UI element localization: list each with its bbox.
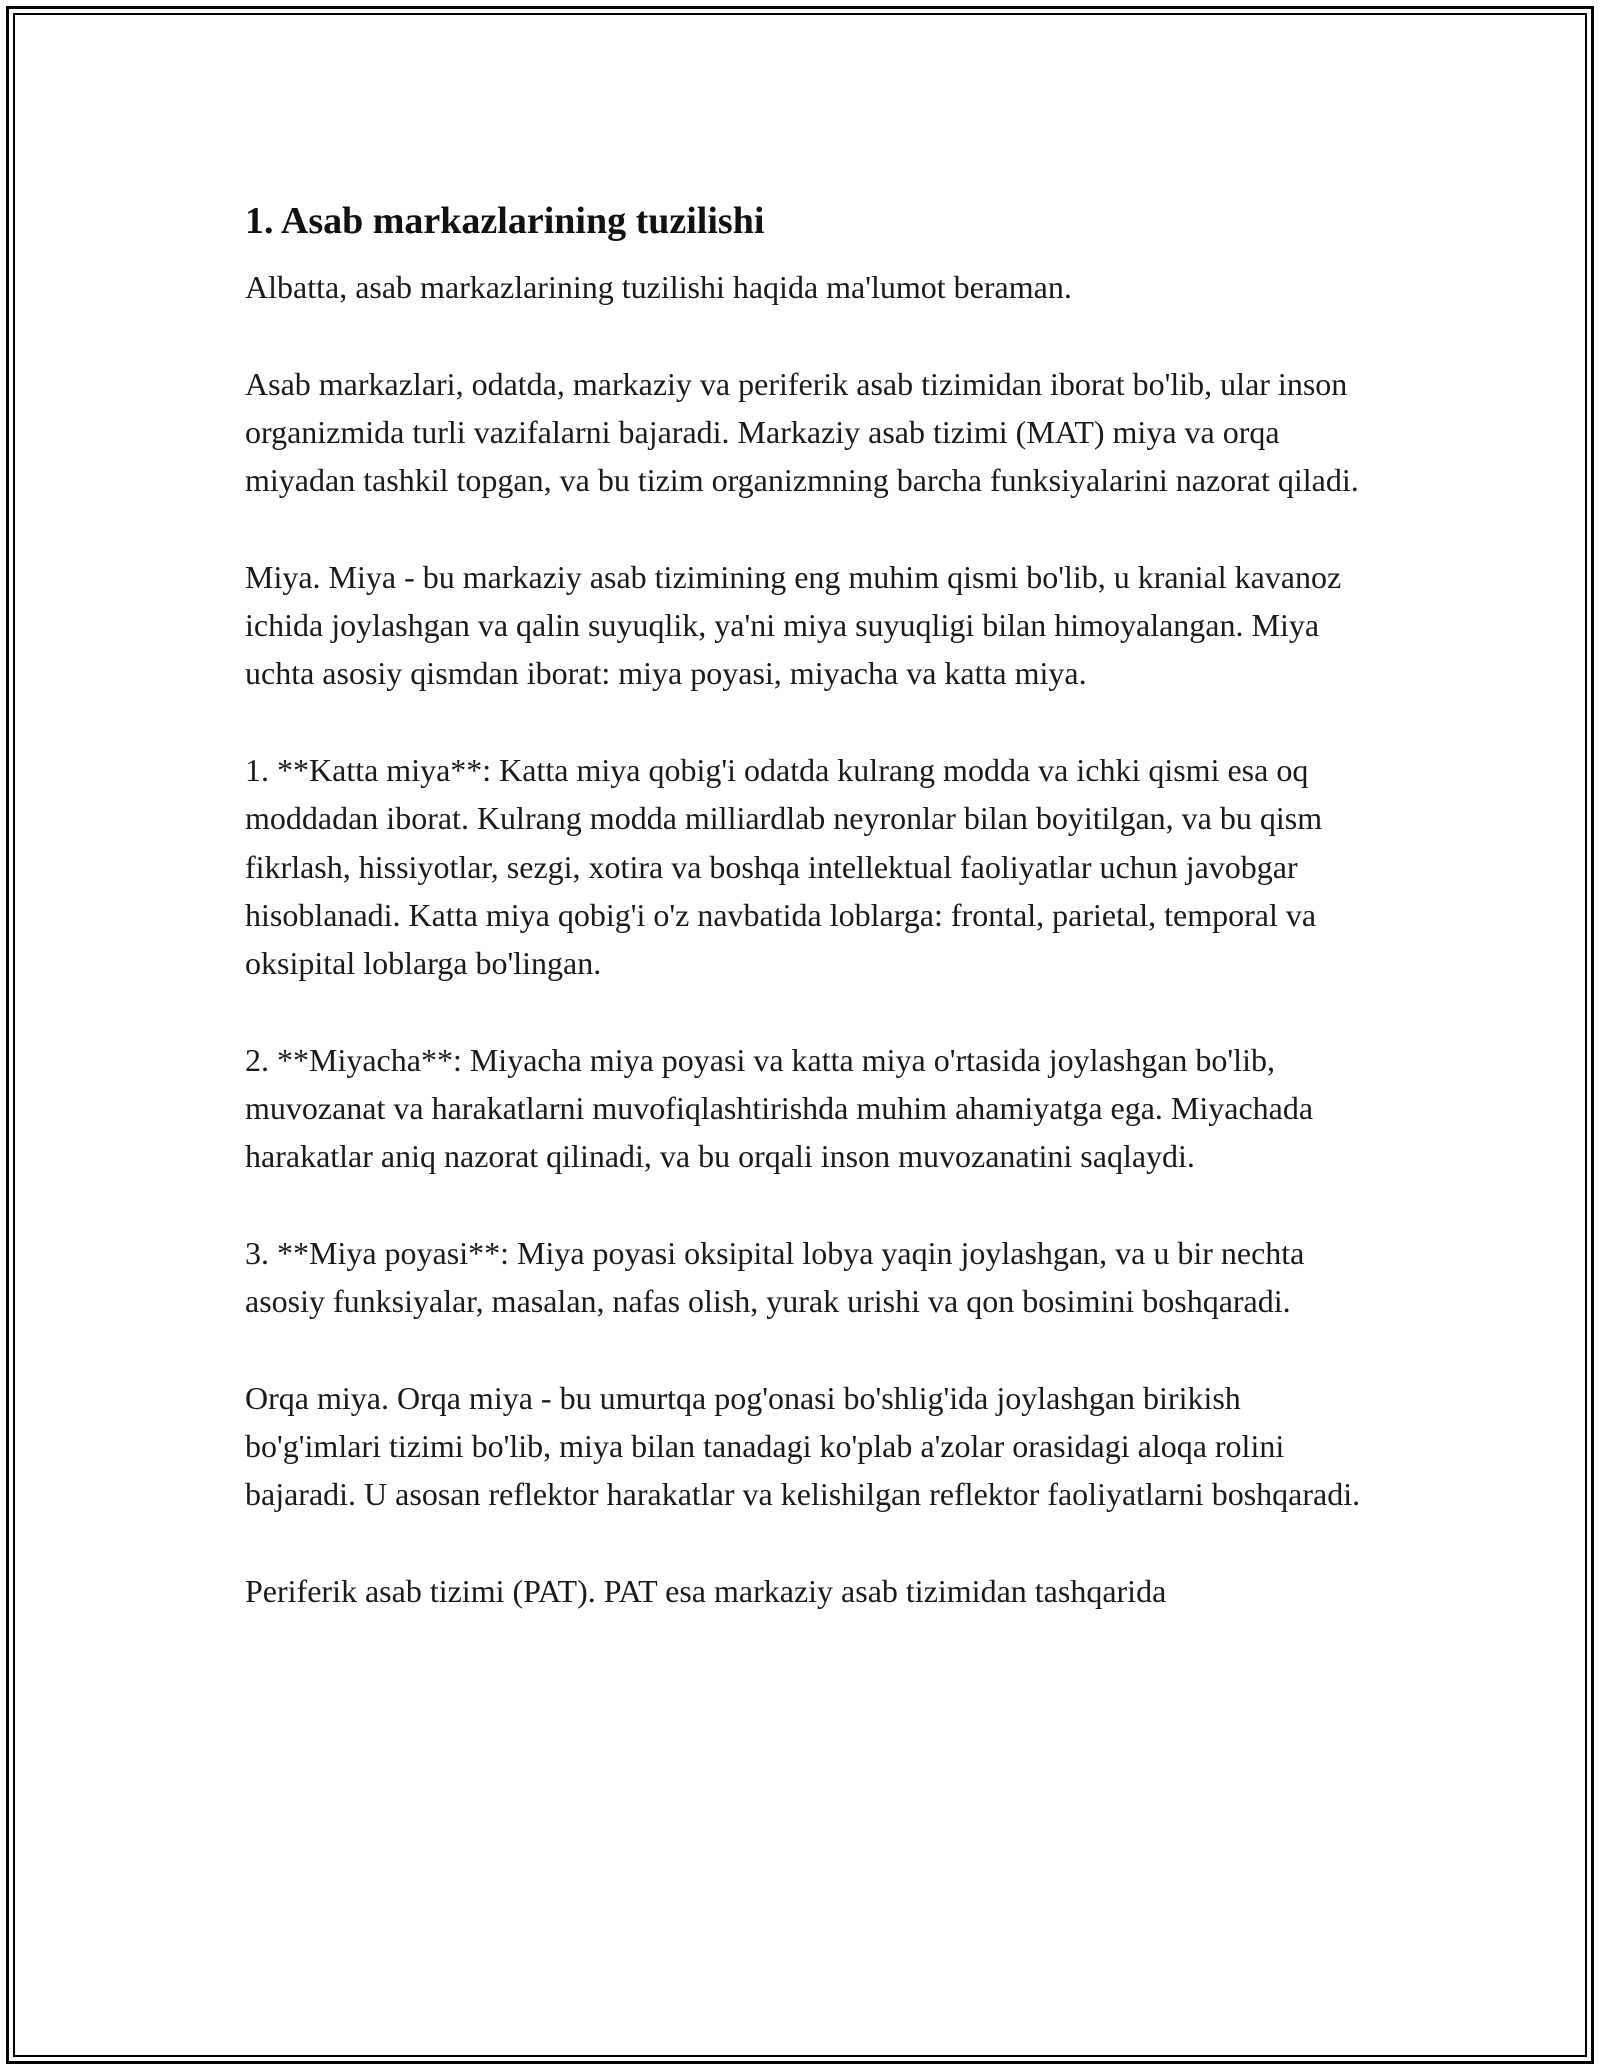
- paragraph-brain: Miya. Miya - bu markaziy asab tizimining eng muhim qismi bo'lib, u kranial kavanoz ichida joylashgan va qalin suyuqlik, ya'ni miya suyuqligi bilan himoyalangan. Miya uchta asosiy qismdan iborat: miya poyasi, miyacha va katta miya.: [245, 558, 1342, 692]
- section-heading: 1. Asab markazlarining tuzilishi: [245, 200, 765, 242]
- paragraph-cerebrum: 1. **Katta miya**: Katta miya qobig'i odatda kulrang modda va ichki qismi esa oq moddadan iborat. Kulrang modda milliardlab neyronlar bilan boyitilgan, va bu qism fikrlash, hissiyotlar, sezgi, xotira va boshqa intellektual faoliyatlar uchun javobgar hisoblanadi. Katta miya qobig'i o'z navbatida loblarga: frontal, parietal, temporal va oksipital loblarga bo'lingan.: [245, 751, 1323, 982]
- paragraph-spinal-cord: Orqa miya. Orqa miya - bu umurtqa pog'onasi bo'shlig'ida joylashgan birikish bo'g'imlari tizimi bo'lib, miya bilan tanadagi ko'plab a'zolar orasidagi aloqa rolini bajaradi. U asosan reflektor harakatlar va kelishilgan reflektor faoliyatlarni boshqaradi.: [245, 1379, 1361, 1513]
- paragraph-peripheral: Periferik asab tizimi (PAT). PAT esa markaziy asab tizimidan tashqarida: [245, 1573, 1167, 1610]
- paragraph-intro: Albatta, asab markazlarining tuzilishi haqida ma'lumot beraman.: [245, 269, 1072, 305]
- paragraph-nervous-system: Asab markazlari, odatda, markaziy va periferik asab tizimidan iborat bo'lib, ular inson organizmida turli vazifalarni bajaradi. Markaziy asab tizimi (MAT) miya va orqa miyadan tashkil topgan, va bu tizim organizmning barcha funksiyalarini nazorat qiladi.: [245, 365, 1359, 499]
- document-body: [245, 195, 1375, 1615]
- paragraph-cerebellum: 2. **Miyacha**: Miyacha miya poyasi va katta miya o'rtasida joylashgan bo'lib, muvozanat va harakatlarni muvofiqlashtirishda muhim ahamiyatga ega. Miyachada harakatlar aniq nazorat qilinadi, va bu orqali inson muvozanatini saqlaydi.: [245, 1041, 1314, 1175]
- page-border: [6, 6, 1594, 2064]
- paragraph-brainstem: 3. **Miya poyasi**: Miya poyasi oksipital lobya yaqin joylashgan, va u bir nechta asosiy funksiyalar, masalan, nafas olish, yurak urishi va qon bosimini boshqaradi.: [245, 1234, 1305, 1320]
